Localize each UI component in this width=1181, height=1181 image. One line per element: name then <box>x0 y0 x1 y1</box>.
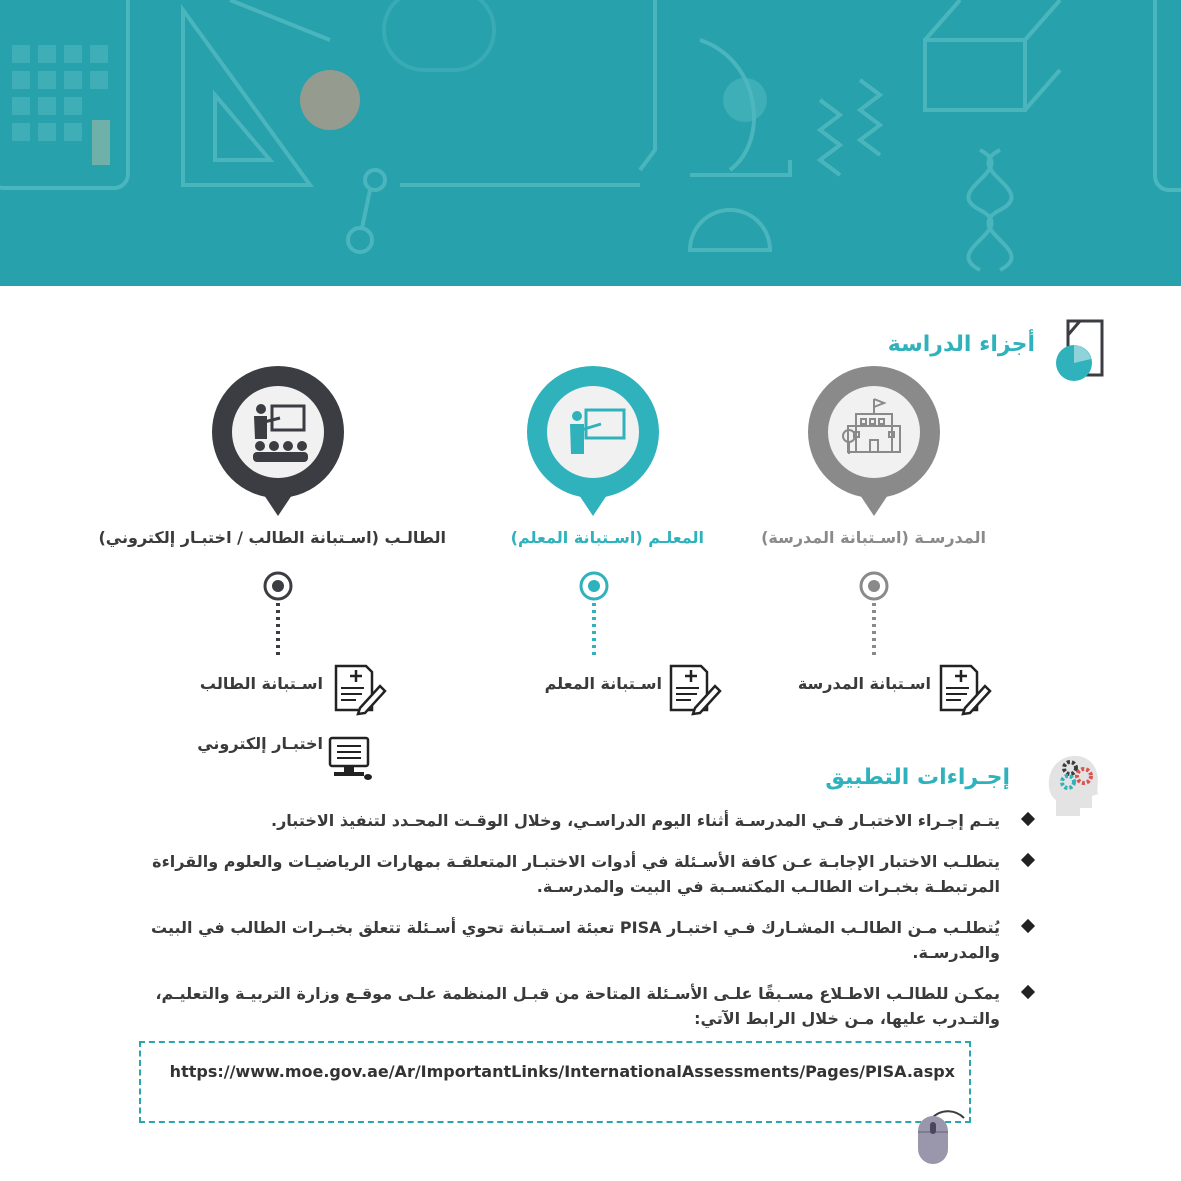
computer-test-icon <box>326 734 374 782</box>
apple-icon <box>300 70 360 130</box>
link-box <box>139 1041 971 1123</box>
questionnaire-icon <box>937 660 993 716</box>
questionnaire-icon <box>667 660 723 716</box>
zigzag-icon <box>820 100 840 175</box>
teacher-timeline-node <box>577 570 611 658</box>
procedures-title: إجـراءات التطبيق <box>825 765 1010 790</box>
pisa-link[interactable]: https://www.moe.gov.ae/Ar/ImportantLinks/InternationalAssessments/Pages/PISA.aspx <box>169 1062 955 1081</box>
diamond-bullet-icon <box>1021 985 1035 999</box>
questionnaire-icon <box>332 660 388 716</box>
list-item: يُتطلـب مـن الطالـب المشـارك فـي اختبـار PISA تعبئة اسـتبانة تحوي أسـئلة تتعلق بخبـرات الطالب في البيت والمدرسـة. <box>100 915 1035 965</box>
student-e-test: اختبـار إلكتروني <box>197 734 323 753</box>
mouse-icon <box>912 1108 968 1168</box>
protractor-icon <box>690 210 770 250</box>
procedures-list <box>100 808 1035 1047</box>
list-item: يمكـن للطالـب الاطـلاع مسـبقًا علـى الأسـئلة المتاحة من قبـل المنظمة علـى موقـع وزارة التربيـة والتعليـم، والتـدرب عليها، مـن خلال الرابط الآتي: <box>100 981 1035 1031</box>
banner-decoration <box>0 0 1181 286</box>
header-banner <box>0 0 1181 286</box>
teacher-pin <box>523 364 663 520</box>
diamond-bullet-icon <box>1021 919 1035 933</box>
head-gears-icon <box>1044 750 1102 820</box>
teacher-part-label: المعلـم (اسـتبانة المعلم) <box>510 528 704 547</box>
study-parts-title: أجزاء الدراسة <box>887 332 1035 357</box>
student-part-label: الطالـب (اسـتبانة الطالب / اختبـار إلكتروني) <box>98 528 446 547</box>
school-pin <box>804 364 944 520</box>
magnifier-icon <box>384 0 494 70</box>
school-timeline-node <box>857 570 891 658</box>
diamond-bullet-icon <box>1021 853 1035 867</box>
list-item: يتـم إجـراء الاختبـار فـي المدرسـة أثناء اليوم الدراسـي، وخلال الوقـت المحـدد لتنفيذ الاختبار. <box>100 808 1035 833</box>
test-tube-icon <box>640 0 655 170</box>
document-chart-icon <box>1054 317 1110 383</box>
student-instrument: اسـتبانة الطالب <box>199 674 323 693</box>
school-part-label: المدرسـة (اسـتبانة المدرسة) <box>761 528 986 547</box>
student-pin <box>208 364 348 520</box>
cube-icon <box>925 40 1025 110</box>
diamond-bullet-icon <box>1021 812 1035 826</box>
list-item: يتطلـب الاختبار الإجابـة عـن كافة الأسـئلة في أدوات الاختبـار المتعلقـة بمهارات الرياضيـات والعلوم والقراءة المرتبطـة بخبـرات الطالـب المكتسـبة في البيت والمدرسـة. <box>100 849 1035 899</box>
school-instrument: اسـتبانة المدرسة <box>797 674 931 693</box>
student-timeline-node <box>261 570 295 658</box>
teacher-instrument: اسـتبانة المعلم <box>544 674 662 693</box>
